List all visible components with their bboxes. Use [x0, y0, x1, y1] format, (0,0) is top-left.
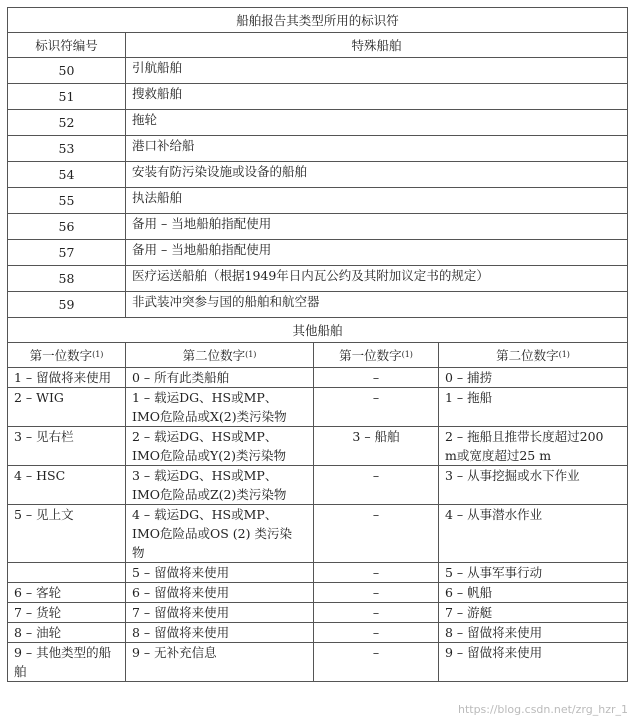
- row-id: 56: [8, 214, 126, 240]
- first-digit-header: 第一位数字$^{(1)}$: [8, 343, 126, 368]
- table-row: [8, 603, 628, 623]
- table-row: [8, 136, 628, 162]
- second-digit-cell: 3 – 载运DG、HS或MP、 IMO危险品或Z(2)类污染物: [126, 466, 314, 505]
- first-digit-cell-2: –: [314, 388, 439, 427]
- second-digit-cell: 6 – 留做将来使用: [126, 583, 314, 603]
- row-name: 备用 – 当地船舶指配使用: [126, 214, 628, 240]
- table-row: [8, 623, 628, 643]
- row-id: 54: [8, 162, 126, 188]
- row-id: 51: [8, 84, 126, 110]
- first-digit-cell-2: –: [314, 505, 439, 563]
- first-digit-cell: 9 – 其他类型的船 舶: [8, 643, 126, 682]
- row-id: 57: [8, 240, 126, 266]
- first-digit-cell-2: –: [314, 583, 439, 603]
- other-ships-header: 其他船舶: [8, 318, 628, 343]
- second-digit-cell-2: 4 – 从事潜水作业: [439, 505, 628, 563]
- first-digit-cell: 5 – 见上文: [8, 505, 126, 563]
- table-row: [8, 84, 628, 110]
- first-digit-cell-2: 3 – 船舶: [314, 427, 439, 466]
- digit-header-row: [8, 343, 628, 368]
- table-row: [8, 563, 628, 583]
- table-row: [8, 188, 628, 214]
- row-name: 医疗运送船舶（根据1949年日内瓦公约及其附加议定书的规定）: [126, 266, 628, 292]
- first-digit-cell: 4 – HSC: [8, 466, 126, 505]
- second-digit-cell-2: 6 – 帆船: [439, 583, 628, 603]
- first-digit-cell: [8, 563, 126, 583]
- second-digit-cell-2: 3 – 从事挖掘或水下作业: [439, 466, 628, 505]
- table-row: [8, 240, 628, 266]
- first-digit-cell: 2 – WIG: [8, 388, 126, 427]
- row-id: 52: [8, 110, 126, 136]
- second-digit-cell: 9 – 无补充信息: [126, 643, 314, 682]
- row-name: 引航船舶: [126, 58, 628, 84]
- ship-type-table: [7, 7, 628, 682]
- table-row: [8, 643, 628, 682]
- second-digit-cell-2: 7 – 游艇: [439, 603, 628, 623]
- table-row: [8, 110, 628, 136]
- second-digit-cell-2: 9 – 留做将来使用: [439, 643, 628, 682]
- second-digit-cell: 7 – 留做将来使用: [126, 603, 314, 623]
- watermark: https://blog.csdn.net/zrg_hzr_1: [457, 703, 628, 716]
- second-digit-cell-2: 5 – 从事军事行动: [439, 563, 628, 583]
- first-digit-cell: 7 – 货轮: [8, 603, 126, 623]
- row-name: 搜救船舶: [126, 84, 628, 110]
- first-digit-header-2: 第一位数字$^{(1)}$: [314, 343, 439, 368]
- second-digit-cell: 4 – 载运DG、HS或MP、 IMO危险品或OS (2) 类污染 物: [126, 505, 314, 563]
- first-digit-cell: 1 – 留做将来使用: [8, 368, 126, 388]
- second-digit-cell-2: 1 – 拖船: [439, 388, 628, 427]
- row-id: 59: [8, 292, 126, 318]
- second-digit-cell: 8 – 留做将来使用: [126, 623, 314, 643]
- table-row: [8, 466, 628, 505]
- table-row: [8, 505, 628, 563]
- id-column-header: 标识符编号: [8, 33, 126, 58]
- first-digit-cell-2: –: [314, 563, 439, 583]
- table-row: [8, 368, 628, 388]
- first-digit-cell-2: –: [314, 643, 439, 682]
- row-id: 50: [8, 58, 126, 84]
- table-row: [8, 583, 628, 603]
- second-digit-cell-2: 2 – 拖船且推带长度超过200 m或宽度超过25 m: [439, 427, 628, 466]
- row-name: 港口补给船: [126, 136, 628, 162]
- second-digit-cell: 2 – 载运DG、HS或MP、 IMO危险品或Y(2)类污染物: [126, 427, 314, 466]
- table-row: [8, 58, 628, 84]
- first-digit-cell: 6 – 客轮: [8, 583, 126, 603]
- table-title: 船舶报告其类型所用的标识符: [8, 8, 628, 33]
- row-name: 备用 – 当地船舶指配使用: [126, 240, 628, 266]
- first-digit-cell-2: –: [314, 623, 439, 643]
- first-digit-cell-2: –: [314, 603, 439, 623]
- second-digit-cell-2: 8 – 留做将来使用: [439, 623, 628, 643]
- first-digit-cell-2: –: [314, 466, 439, 505]
- table-row: [8, 427, 628, 466]
- row-name: 安装有防污染设施或设备的船舶: [126, 162, 628, 188]
- first-digit-cell: 8 – 油轮: [8, 623, 126, 643]
- second-digit-cell: 0 – 所有此类船舶: [126, 368, 314, 388]
- row-id: 58: [8, 266, 126, 292]
- table-row: [8, 266, 628, 292]
- special-ships-header: 特殊船舶: [126, 33, 628, 58]
- row-name: 执法船舶: [126, 188, 628, 214]
- first-digit-cell: 3 – 见右栏: [8, 427, 126, 466]
- second-digit-cell-2: 0 – 捕捞: [439, 368, 628, 388]
- second-digit-cell: 5 – 留做将来使用: [126, 563, 314, 583]
- table-row: [8, 162, 628, 188]
- table-row: [8, 388, 628, 427]
- row-id: 53: [8, 136, 126, 162]
- row-id: 55: [8, 188, 126, 214]
- second-digit-header-2: 第二位数字$^{(1)}$: [439, 343, 628, 368]
- row-name: 非武装冲突参与国的船舶和航空器: [126, 292, 628, 318]
- second-digit-cell: 1 – 载运DG、HS或MP、 IMO危险品或X(2)类污染物: [126, 388, 314, 427]
- table-row: [8, 214, 628, 240]
- table-row: [8, 292, 628, 318]
- first-digit-cell-2: –: [314, 368, 439, 388]
- row-name: 拖轮: [126, 110, 628, 136]
- second-digit-header: 第二位数字$^{(1)}$: [126, 343, 314, 368]
